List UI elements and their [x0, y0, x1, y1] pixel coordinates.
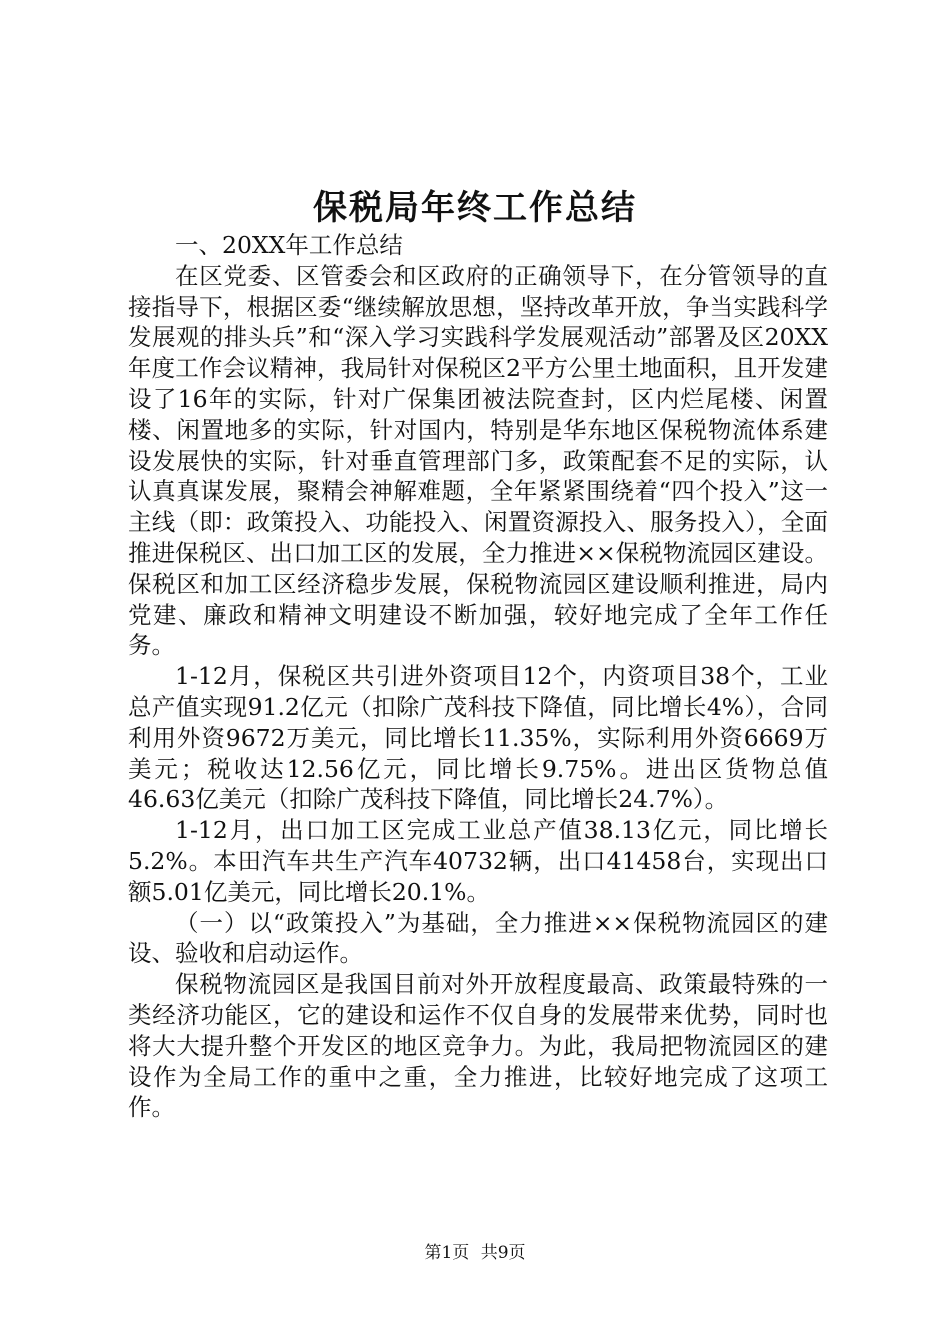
paragraph-overview: 在区党委、区管委会和区政府的正确领导下，在分管领导的直接指导下，根据区委“继续解放思想，坚持改革开放，争当实践科学发展观的排头兵”和“深入学习实践科学发展观活动”部署及区20XX年度工作会议精神，我局针对保税区2平方公里土地面积，且开发建设了16年的实际，针对广保集团被法院查封，区内烂尾楼、闲置楼、闲置地多的实际，针对国内，特别是华东地区保税物流体系建设发展快的实际，针对垂直管理部门多，政策配套不足的实际，认认真真谋发展，聚精会神解难题，全年紧紧围绕着“四个投入”这一主线（即：政策投入、功能投入、闲置资源投入、服务投入），全面推进保税区、出口加工区的发展，全力推进××保税物流园区建设。保税区和加工区经济稳步发展，保税物流园区建设顺利推进，局内党建、廉政和精神文明建设不断加强，较好地完成了全年工作任务。: [128, 261, 828, 660]
page-footer: [0, 1241, 950, 1265]
page-number: 第1页: [424, 1243, 470, 1263]
paragraph-export-zone-stats: 1-12月，出口加工区完成工业总产值38.13亿元，同比增长5.2%。本田汽车共生产汽车40732辆，出口41458台，实现出口额5.01亿美元，同比增长20.1%。: [128, 816, 828, 906]
paragraph-bonded-zone-stats: 1-12月，保税区共引进外资项目12个，内资项目38个，工业总产值实现91.2亿元（扣除广茂科技下降值，同比增长4%），合同利用外资9672万美元，同比增长11.35%，实际利用外资6669万美元；税收达12.56亿元，同比增长9.75%。进出区货物总值46.63亿美元（扣除广茂科技下降值，同比增长24.7%）。: [128, 662, 828, 814]
paragraph-logistics-park: 保税物流园区是我国目前对外开放程度最高、政策最特殊的一类经济功能区，它的建设和运作不仅自身的发展带来优势，同时也将大大提升整个开发区的地区竞争力。为此，我局把物流园区的建设作为全局工作的重中之重，全力推进，比较好地完成了这项工作。: [128, 970, 828, 1122]
document-body: [128, 230, 828, 1123]
page-total: 共9页: [480, 1243, 526, 1263]
section-heading: 一、20XX年工作总结: [175, 231, 403, 259]
subsection-heading: （一）以“政策投入”为基础，全力推进××保税物流园区的建设、验收和启动运作。: [128, 908, 828, 968]
document-title: 保税局年终工作总结: [313, 188, 637, 228]
